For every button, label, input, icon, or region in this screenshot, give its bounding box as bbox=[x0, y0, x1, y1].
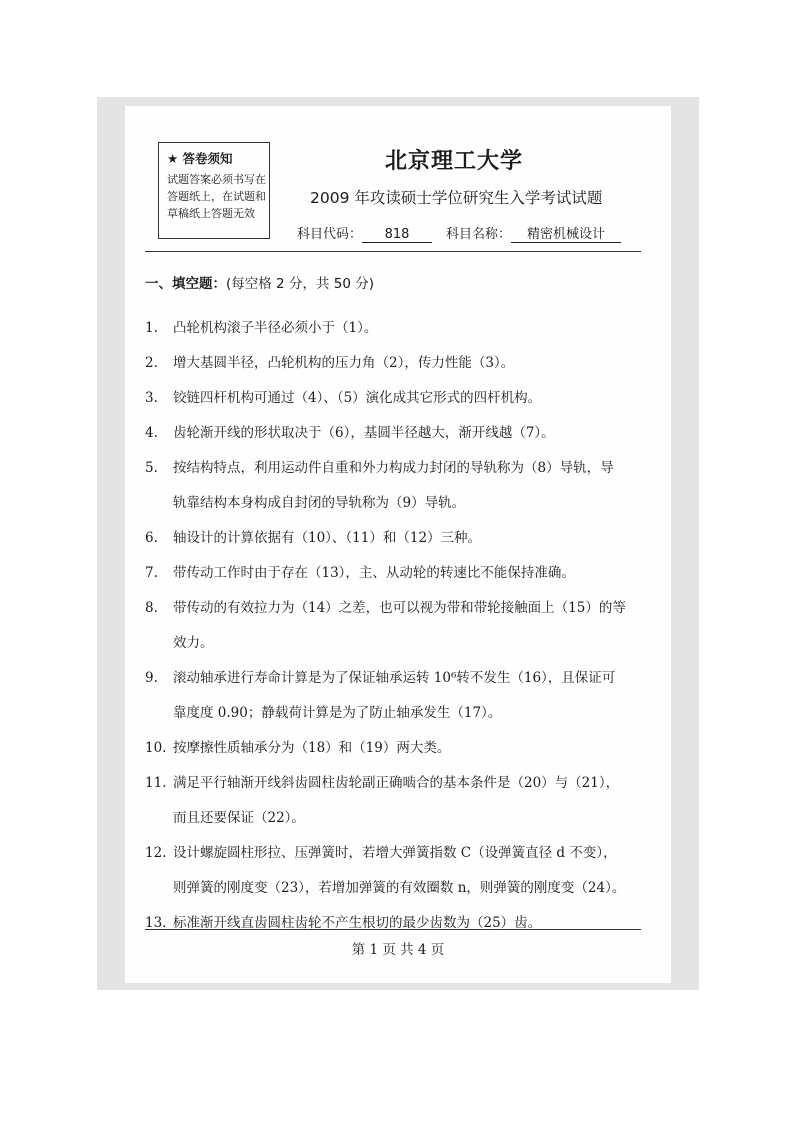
question-9 bbox=[145, 666, 616, 721]
question-4 bbox=[145, 421, 555, 441]
subject-code-label: 科目代码： bbox=[297, 227, 363, 242]
section-score: (每空格 2 分，共 50 分) bbox=[226, 276, 374, 292]
question-text: 增大基圆半径，凸轮机构的压力角（2），传力性能（3）。 bbox=[173, 355, 515, 371]
notice-line: 答题纸上，在试题和 bbox=[167, 190, 266, 203]
question-10 bbox=[145, 736, 450, 756]
question-number: 5. bbox=[145, 460, 158, 476]
exam-title: 2009 年攻读硕士学位研究生入学考试试题 bbox=[310, 189, 603, 207]
question-text: 凸轮机构滚子半径必须小于（1）。 bbox=[173, 320, 378, 336]
question-text: 铰链四杆机构可通过（4）、（5）演化成其它形式的四杆机构。 bbox=[173, 390, 542, 406]
question-text: 带传动工作时由于存在（13），主、从动轮的转速比不能保持准确。 bbox=[173, 565, 575, 581]
footer-divider bbox=[145, 929, 641, 930]
question-text: 带传动的有效拉力为（14）之差，也可以视为带和带轮接触面上（15）的等 bbox=[173, 600, 626, 616]
question-1 bbox=[145, 316, 377, 336]
notice-line: 试题答案必须书写在 bbox=[167, 173, 266, 186]
question-number: 6. bbox=[145, 530, 158, 546]
question-7 bbox=[145, 561, 575, 581]
subject-name-value: 精密机械设计 bbox=[511, 223, 621, 243]
subject-name-label: 科目名称： bbox=[446, 227, 512, 242]
question-3 bbox=[145, 386, 541, 406]
subject-code-value: 818 bbox=[362, 227, 432, 243]
question-2 bbox=[145, 351, 514, 371]
school-name: 北京理工大学 bbox=[385, 148, 524, 174]
header-divider bbox=[145, 251, 641, 252]
question-number: 11. bbox=[145, 775, 167, 791]
question-number: 3. bbox=[145, 390, 158, 406]
question-text-continued: 效力。 bbox=[173, 635, 214, 651]
question-number: 7. bbox=[145, 565, 158, 581]
question-number: 4. bbox=[145, 425, 158, 441]
question-text: 滚动轴承进行寿命计算是为了保证轴承运转 10⁶转不发生（16），且保证可 bbox=[173, 670, 616, 686]
question-text: 按结构特点，利用运动件自重和外力构成力封闭的导轨称为（8）导轨，导 bbox=[173, 460, 614, 476]
notice-title: ★ 答卷须知 bbox=[167, 151, 233, 166]
question-12 bbox=[145, 841, 626, 896]
question-text: 齿轮渐开线的形状取决于（6），基圆半径越大，渐开线越（7）。 bbox=[173, 425, 555, 441]
subject-info bbox=[297, 223, 621, 243]
page-number: 第 1 页 共 4 页 bbox=[351, 942, 445, 958]
question-text-continued: 靠度度 0.90；静载荷计算是为了防止轴承发生（17）。 bbox=[173, 705, 502, 721]
exam-page bbox=[125, 106, 671, 983]
notice-line: 草稿纸上答题无效 bbox=[167, 207, 255, 220]
answer-notice-box bbox=[158, 142, 270, 239]
section-heading bbox=[145, 272, 374, 292]
question-6 bbox=[145, 526, 481, 546]
section-title: 一、填空题： bbox=[145, 276, 226, 292]
question-number: 2. bbox=[145, 355, 158, 371]
question-number: 1. bbox=[145, 320, 158, 336]
question-text-continued: 而且还要保证（22）。 bbox=[173, 810, 305, 826]
question-5 bbox=[145, 456, 614, 511]
question-number: 10. bbox=[145, 740, 167, 756]
question-number: 8. bbox=[145, 600, 158, 616]
question-text: 设计螺旋圆柱形拉、压弹簧时，若增大弹簧指数 C（设弹簧直径 d 不变）， bbox=[173, 845, 617, 861]
question-number: 12. bbox=[145, 845, 167, 861]
scan-frame bbox=[97, 97, 699, 990]
question-text: 满足平行轴渐开线斜齿圆柱齿轮副正确啮合的基本条件是（20）与（21）， bbox=[173, 775, 620, 791]
question-8 bbox=[145, 596, 626, 651]
question-text: 按摩擦性质轴承分为（18）和（19）两大类。 bbox=[173, 740, 451, 756]
question-13 bbox=[145, 911, 541, 931]
question-text-continued: 则弹簧的刚度变（23），若增加弹簧的有效圈数 n，则弹簧的刚度变（24）。 bbox=[173, 880, 626, 896]
question-11 bbox=[145, 771, 620, 826]
question-number: 9. bbox=[145, 670, 158, 686]
question-text-continued: 轨靠结构本身构成自封闭的导轨称为（9）导轨。 bbox=[173, 495, 466, 511]
question-text: 轴设计的计算依据有（10）、（11）和（12）三种。 bbox=[173, 530, 482, 546]
question-text: 标准渐开线直齿圆柱齿轮不产生根切的最少齿数为（25）齿。 bbox=[173, 915, 542, 931]
question-number: 13. bbox=[145, 915, 167, 931]
